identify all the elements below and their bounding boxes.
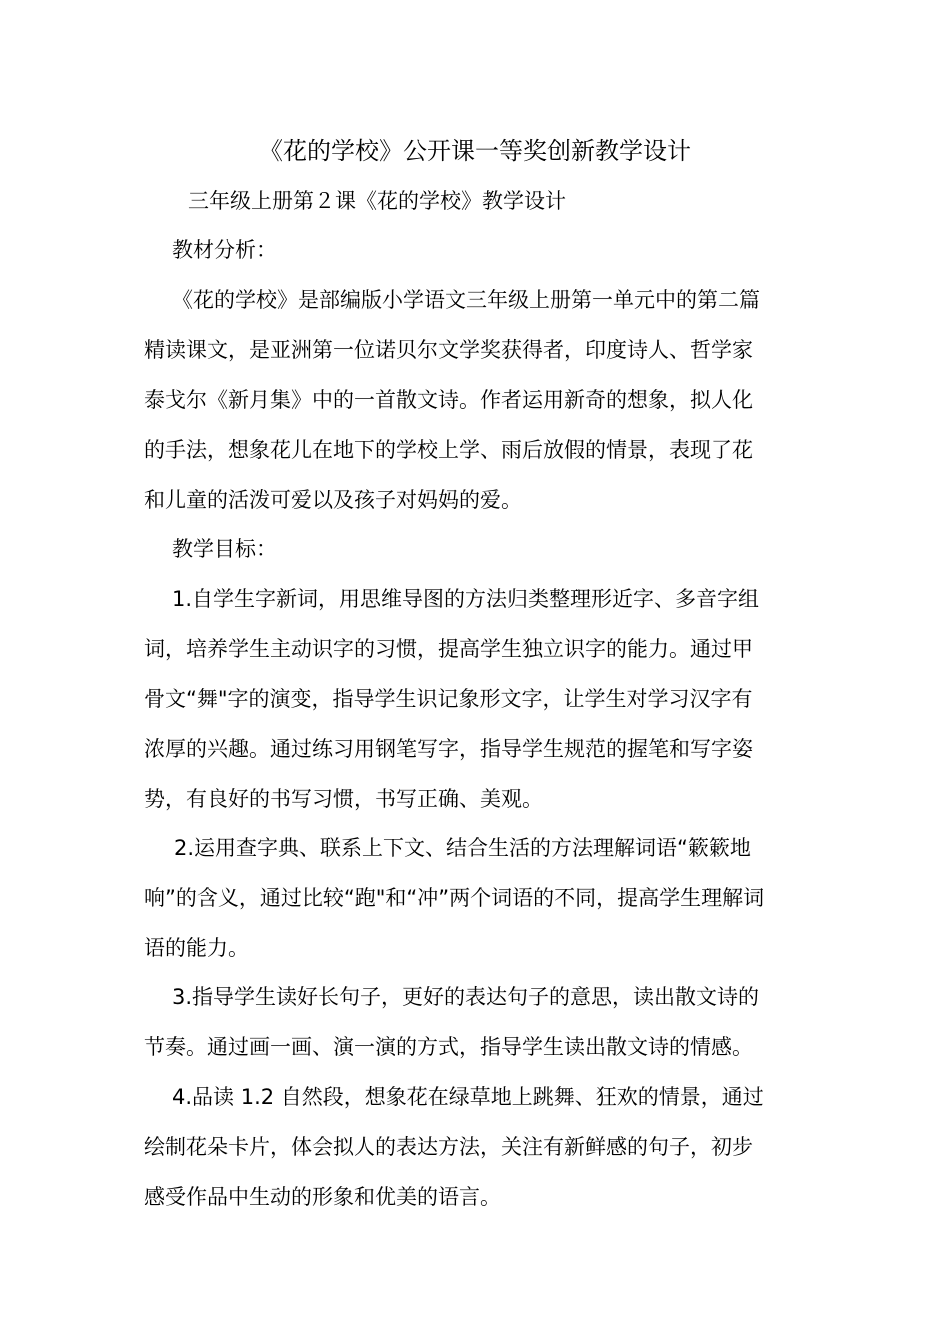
paragraph-line: 节奏。通过画一画、演一演的方式，指导学生读出散文诗的情感。 [144,1035,753,1059]
paragraph-line: 和儿童的活泼可爱以及孩子对妈妈的爱。 [144,488,522,512]
paragraph-line: 4.品读 1.2 自然段，想象花在绿草地上跳舞、狂欢的情景，通过 [172,1085,764,1109]
section-heading-textbook-analysis: 教材分析： [172,238,277,262]
paragraph-line: 浓厚的兴趣。通过练习用钢笔写字，指导学生规范的握笔和写字姿 [144,737,753,761]
paragraph-line: 的手法，想象花儿在地下的学校上学、雨后放假的情景，表现了花 [144,438,753,462]
subtitle-line: 三年级上册第２课《花的学校》教学设计 [188,189,566,213]
paragraph-line: 1.自学生字新词，用思维导图的方法归类整理形近字、多音字组 [172,587,760,611]
section-heading-teaching-goals: 教学目标： [172,537,277,561]
document-title: 《花的学校》公开课一等奖创新教学设计 [259,137,691,165]
paragraph-line: 3.指导学生读好长句子，更好的表达句子的意思，读出散文诗的 [172,985,760,1009]
paragraph-line: 《花的学校》是部编版小学语文三年级上册第一单元中的第二篇 [172,288,760,312]
paragraph-line: 骨文“舞"字的演变，指导学生识记象形文字，让学生对学习汉字有 [144,687,753,711]
paragraph-line: 词，培养学生主动识字的习惯，提高学生独立识字的能力。通过甲 [144,637,753,661]
paragraph-line: 势，有良好的书写习惯，书写正确、美观。 [144,787,543,811]
paragraph-line: 语的能力。 [144,936,249,960]
paragraph-line: 绘制花朵卡片，体会拟人的表达方法，关注有新鲜感的句子，初步 [144,1135,753,1159]
paragraph-line: 泰戈尔《新月集》中的一首散文诗。作者运用新奇的想象，拟人化 [144,388,753,412]
paragraph-line: 精读课文，是亚洲第一位诺贝尔文学奖获得者，印度诗人、哲学家 [144,338,753,362]
paragraph-line: 2.运用查字典、联系上下文、结合生活的方法理解词语“簌簌地 [174,836,751,860]
paragraph-line: 响”的含义，通过比较“跑"和“冲”两个词语的不同，提高学生理解词 [144,886,765,910]
paragraph-line: 感受作品中生动的形象和优美的语言。 [144,1185,501,1209]
